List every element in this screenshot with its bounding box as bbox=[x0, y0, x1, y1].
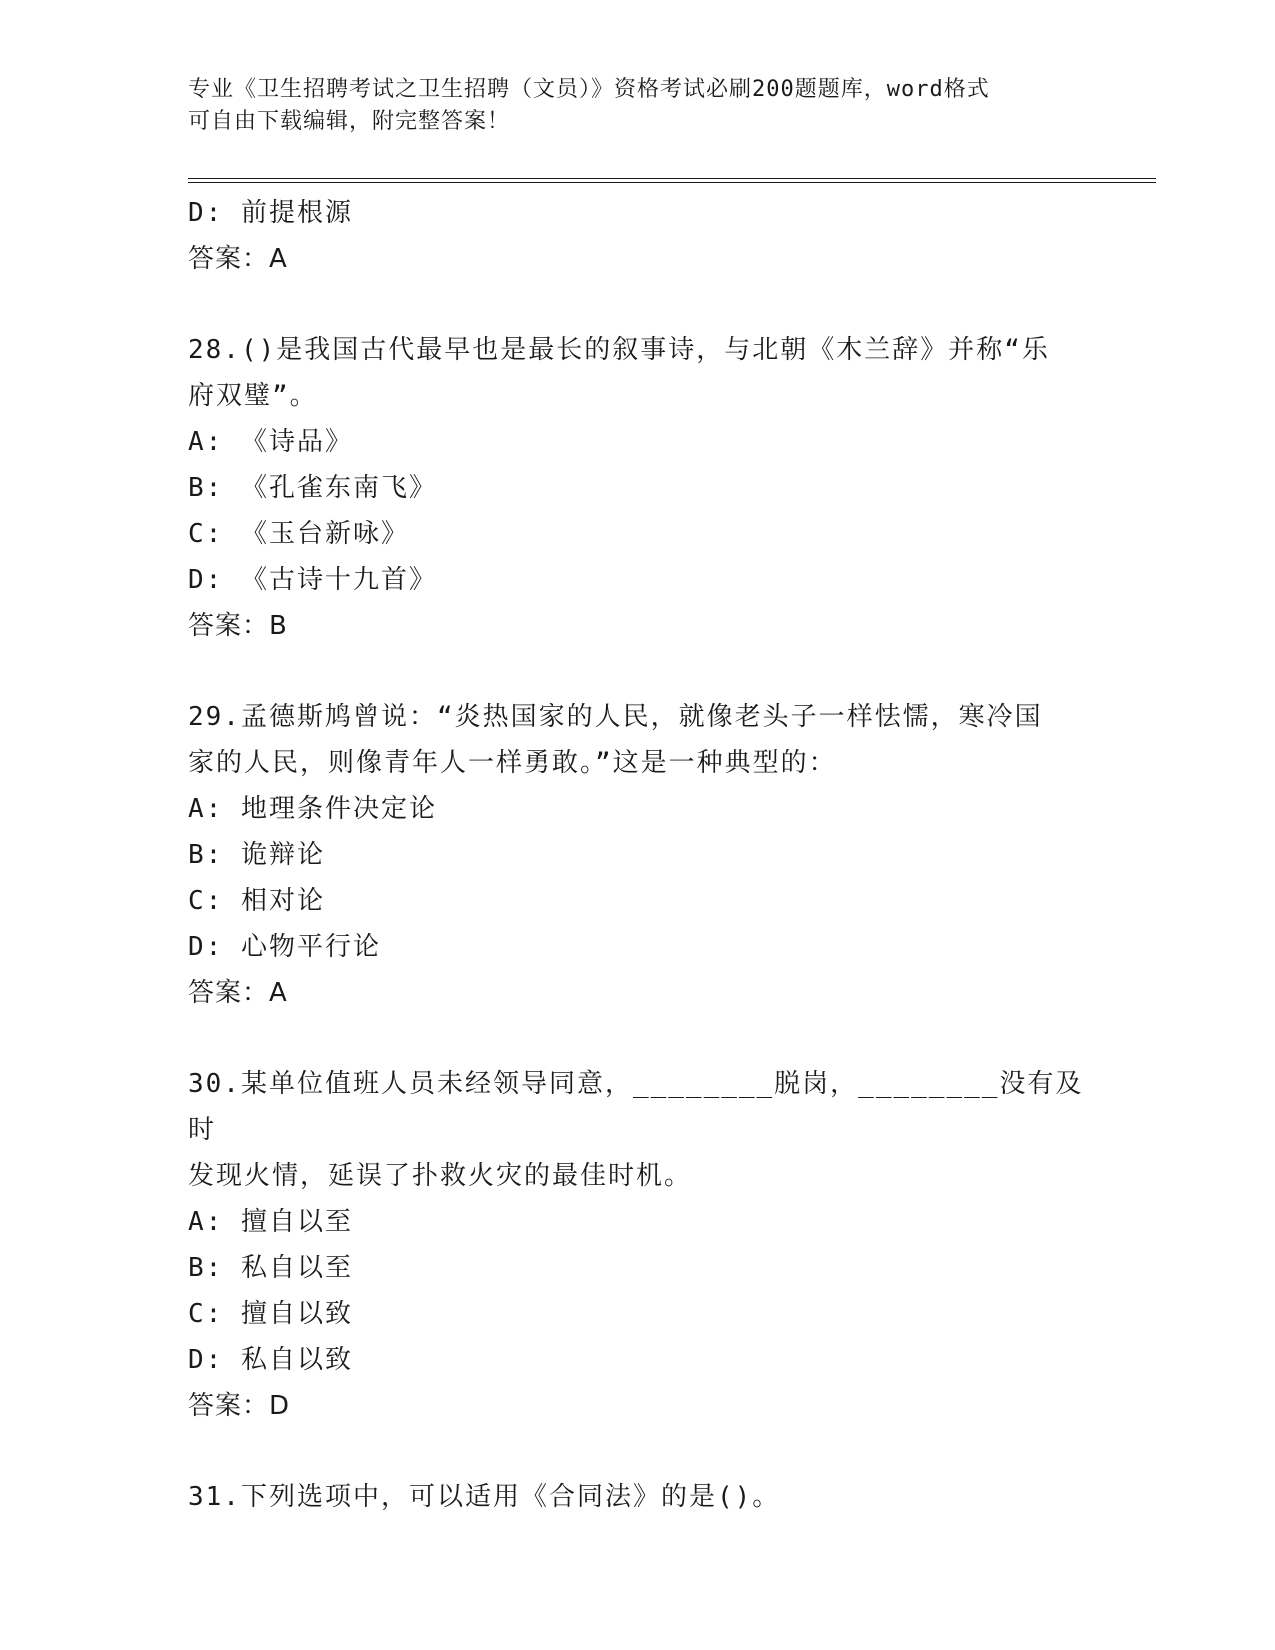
option-d: D: 私自以致 bbox=[188, 1345, 353, 1375]
question-stem-line-1: 28.()是我国古代最早也是最长的叙事诗，与北朝《木兰辞》并称“乐 bbox=[188, 335, 1050, 365]
question-stem-line-2: 发现火情，延误了扑救火灾的最佳时机。 bbox=[188, 1161, 693, 1191]
option-b: B: 私自以至 bbox=[188, 1253, 353, 1283]
option-c: C: 相对论 bbox=[188, 886, 325, 916]
question-stem-line-1: 29.孟德斯鸠曾说：“炎热国家的人民，就像老头子一样怯懦，寒冷国 bbox=[188, 702, 1043, 732]
question-stem-line-1: 31.下列选项中，可以适用《合同法》的是()。 bbox=[188, 1482, 781, 1512]
spacer bbox=[188, 649, 1088, 694]
option-b: B: 诡辩论 bbox=[188, 840, 325, 870]
option-a: A: 《诗品》 bbox=[188, 427, 353, 457]
question-block-28 bbox=[188, 327, 1088, 649]
spacer bbox=[188, 1429, 1088, 1474]
option-c: C: 《玉台新咏》 bbox=[188, 519, 409, 549]
question-stem-line-2: 家的人民，则像青年人一样勇敢。”这是一种典型的： bbox=[188, 748, 837, 778]
option-d: D: 心物平行论 bbox=[188, 932, 381, 962]
option-b: B: 《孔雀东南飞》 bbox=[188, 473, 437, 503]
header-divider-bottom bbox=[188, 182, 1156, 183]
option-a: A: 地理条件决定论 bbox=[188, 794, 437, 824]
header-title-line-2: 可自由下载编辑，附完整答案！ bbox=[188, 109, 511, 134]
option-d: D: 《古诗十九首》 bbox=[188, 565, 437, 595]
question-stem-line-2: 府双璧”。 bbox=[188, 381, 318, 411]
question-block-31 bbox=[188, 1474, 1088, 1520]
answer-line: 答案：B bbox=[188, 611, 288, 641]
spacer bbox=[188, 1016, 1088, 1061]
answer-line: 答案：A bbox=[188, 244, 288, 274]
spacer bbox=[188, 282, 1088, 327]
header-divider-top bbox=[188, 178, 1156, 179]
answer-line: 答案：D bbox=[188, 1391, 291, 1421]
header-title-line-1: 专业《卫生招聘考试之卫生招聘（文员）》资格考试必刷200题题库，word格式 bbox=[188, 77, 990, 102]
option-a: A: 擅自以至 bbox=[188, 1207, 353, 1237]
question-list bbox=[188, 190, 1088, 1520]
question-block-30 bbox=[188, 1061, 1088, 1429]
question-block-27 bbox=[188, 190, 1088, 282]
option-d: D: 前提根源 bbox=[188, 198, 353, 228]
answer-line: 答案：A bbox=[188, 978, 288, 1008]
question-block-29 bbox=[188, 694, 1088, 1016]
option-c: C: 擅自以致 bbox=[188, 1299, 353, 1329]
page-header bbox=[188, 74, 1088, 138]
question-stem-line-1: 30.某单位值班人员未经领导同意，________脱岗，________没有及时 bbox=[188, 1069, 1084, 1145]
